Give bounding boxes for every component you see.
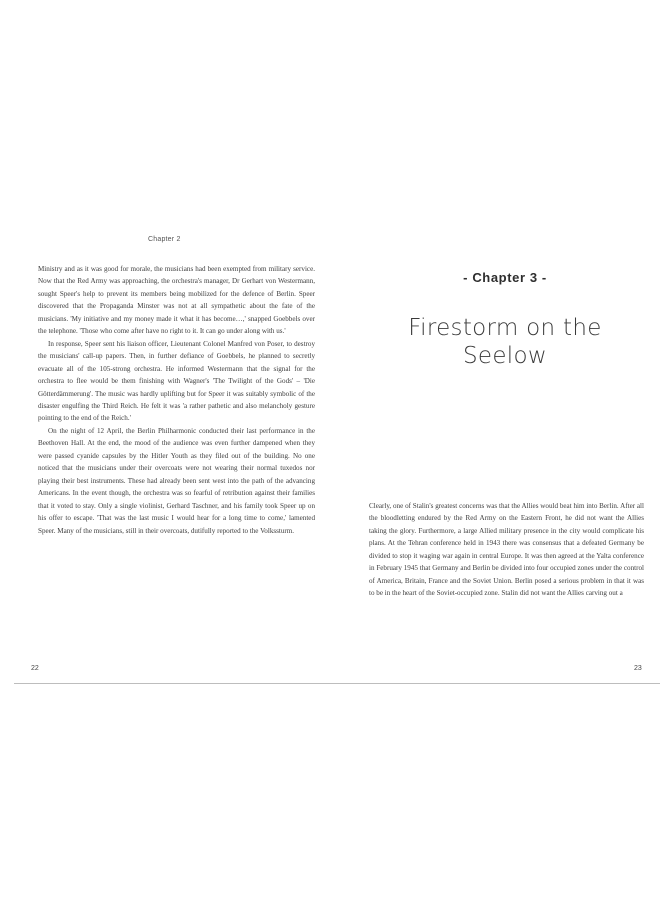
left-page-body [38,263,315,537]
page-bottom-edge [14,683,660,684]
book-spread [14,199,660,683]
paragraph: Clearly, one of Stalin's greatest concerns was that the Allies would beat him into Berlin. After all the bloodletting endured by the Red Army on the Eastern Front, he did not want the Allies taking the glory. Furthermore, a large Allied military presence in the city would complicate his plans. At the Tehran conference held in 1943 there was consensus that a defeated Germany be divided to stop it waging war again in central Europe. It was then agreed at the Yalta conference in February 1945 that Germany and Berlin be divided into four occupied zones under the control of America, Britain, France and the Soviet Union. Berlin posed a serious problem in that it was to be in the heart of the Soviet-occupied zone. Stalin did not want the Allies carving out a [369,502,644,598]
chapter-title [337,314,660,370]
page-number-right: 23 [634,665,642,672]
paragraph: In response, Speer sent his liaison officer, Lieutenant Colonel Manfred von Poser, to destroy the musicians' call-up papers. Then, in further defiance of Goebbels, he planned to secretly evacuate all of the 105-strong orchestra. He informed Westermann that the signal for the orchestra to flee would be them finishing with Wagner's 'The Twilight of the Gods' – 'Die Götterdämmerung'. The music was hardly uplifting but for Speer it was suitably symbolic of the disaster engulfing the Third Reich. He felt it was 'a rather pathetic and also melancholy gesture pointing to the end of the Reich.' [38,339,315,423]
chapter-title-text: Firestorm on the Seelow [408,315,602,369]
paragraph: On the night of 12 April, the Berlin Philharmonic conducted their last performance in the Beethoven Hall. At the end, the mood of the audience was even further dampened when they were passed cyanide capsules by the Hitler Youth as they filed out of the building. No one noticed that the musicians under their overcoats were not wearing their normal tuxedos nor playing their best instruments. These had already been sent west into the path of the advancing Americans. In the event though, the orchestra was so fearful of retribution against their families that it voted to stay. Only a single violinist, Gerhard Taschner, and his family took Speer up on his offer to escape. 'That was the last music I would hear for a long time to come,' lamented Speer. Many of the musicians, still in their overcoats, dutifully reported to the Volkssturm. [38,426,315,535]
right-page-body [369,500,644,600]
right-page [337,199,660,683]
paragraph: Ministry and as it was good for morale, the musicians had been exempted from military service. Now that the Red Army was approaching, the orchestra's manager, Dr Gerhart von Westermann, sought Speer's help to prevent its members being mobilized for the defence of Berlin. Speer discovered that the Propaganda Minster was not at all sympathetic about the fate of the musicians. 'My initiative and my money made it what it has become…,' snapped Goebbels over the telephone. 'Those who come after have no right to it. It can go under along with us.' [38,265,315,336]
running-head: Chapter 2 [148,236,181,243]
chapter-label: - Chapter 3 - [463,270,547,285]
page-number-left: 22 [31,665,39,672]
left-page [14,199,337,683]
